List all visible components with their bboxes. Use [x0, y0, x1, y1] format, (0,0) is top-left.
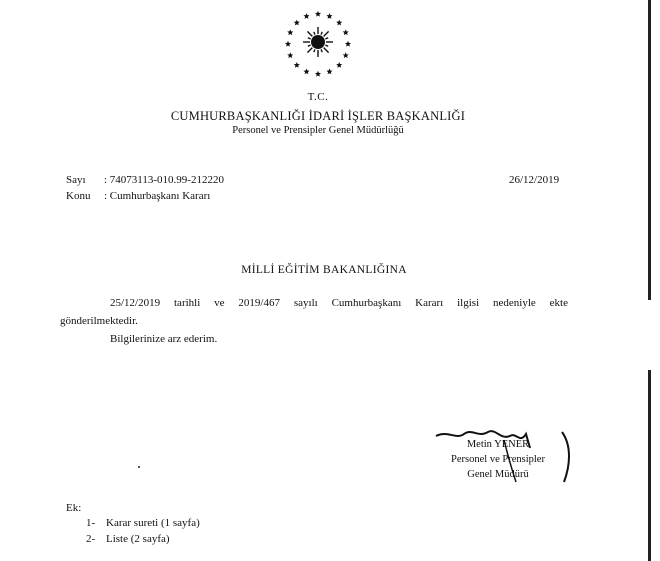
emblem-ray [307, 48, 312, 53]
emblem-ray [308, 38, 311, 39]
scan-edge-line-top [648, 0, 651, 300]
scan-edge-line-bottom [648, 370, 651, 561]
institution-name: CUMHURBAŞKANLIĞI İDARİ İŞLER BAŞKANLIĞI [170, 109, 466, 123]
emblem-star [336, 62, 342, 68]
emblem-ray [325, 45, 328, 46]
emblem-ray [324, 31, 329, 36]
attachment-2-number: 2- [86, 533, 96, 545]
emblem-star [326, 13, 332, 19]
attachment-2-text: Liste (2 sayfa) [106, 533, 170, 545]
addressee: MİLLİ EĞİTİM BAKANLIĞINA [241, 264, 407, 276]
country-abbreviation: T.C. [307, 91, 329, 103]
signer-title-line-2: Genel Müdürü [467, 469, 529, 480]
attachment-1-number: 1- [86, 517, 96, 529]
emblem-ray [321, 49, 322, 52]
emblem-star [303, 13, 309, 19]
attachment-1-text: Karar sureti (1 sayfa) [106, 517, 200, 529]
department-name: Personel ve Prensipler Genel Müdürlüğü [232, 125, 404, 136]
body-line-1: 25/12/2019 tarihli ve 2019/467 sayılı Cumhurbaşkanı Kararı ilgisi nedeniyle ekte [110, 297, 568, 309]
emblem-star [294, 20, 300, 26]
body-line-2: gönderilmektedir. [60, 315, 138, 327]
emblem-star [285, 41, 291, 47]
konu-label: Konu [66, 190, 91, 202]
emblem-ray [325, 38, 328, 39]
emblem-star [343, 52, 349, 58]
sayi-label: Sayı [66, 174, 86, 186]
emblem-ray [324, 48, 329, 53]
emblem-ray [321, 32, 322, 35]
signer-title-line-1: Personel ve Prensipler [451, 454, 545, 465]
presidential-seal-emblem [276, 6, 360, 86]
emblem-ray [307, 31, 312, 36]
emblem-star [287, 52, 293, 58]
emblem-star [336, 20, 342, 26]
emblem-ray [308, 45, 311, 46]
konu-value: : Cumhurbaşkanı Kararı [104, 190, 211, 202]
scan-speck [138, 466, 140, 468]
emblem-star [326, 69, 332, 75]
sayi-value: : 74073113-010.99-212220 [104, 174, 224, 186]
attachments-label: Ek: [66, 502, 82, 514]
emblem-star [315, 71, 321, 77]
emblem-star [315, 11, 321, 17]
emblem-star [303, 69, 309, 75]
emblem-star [287, 29, 293, 35]
document-date: 26/12/2019 [509, 174, 560, 186]
signer-name: Metin YENER [466, 439, 530, 450]
emblem-star [343, 29, 349, 35]
emblem-star [294, 62, 300, 68]
emblem-ray [314, 49, 315, 52]
body-line-3: Bilgilerinize arz ederim. [110, 333, 218, 345]
emblem-star [345, 41, 351, 47]
emblem-ray [314, 32, 315, 35]
